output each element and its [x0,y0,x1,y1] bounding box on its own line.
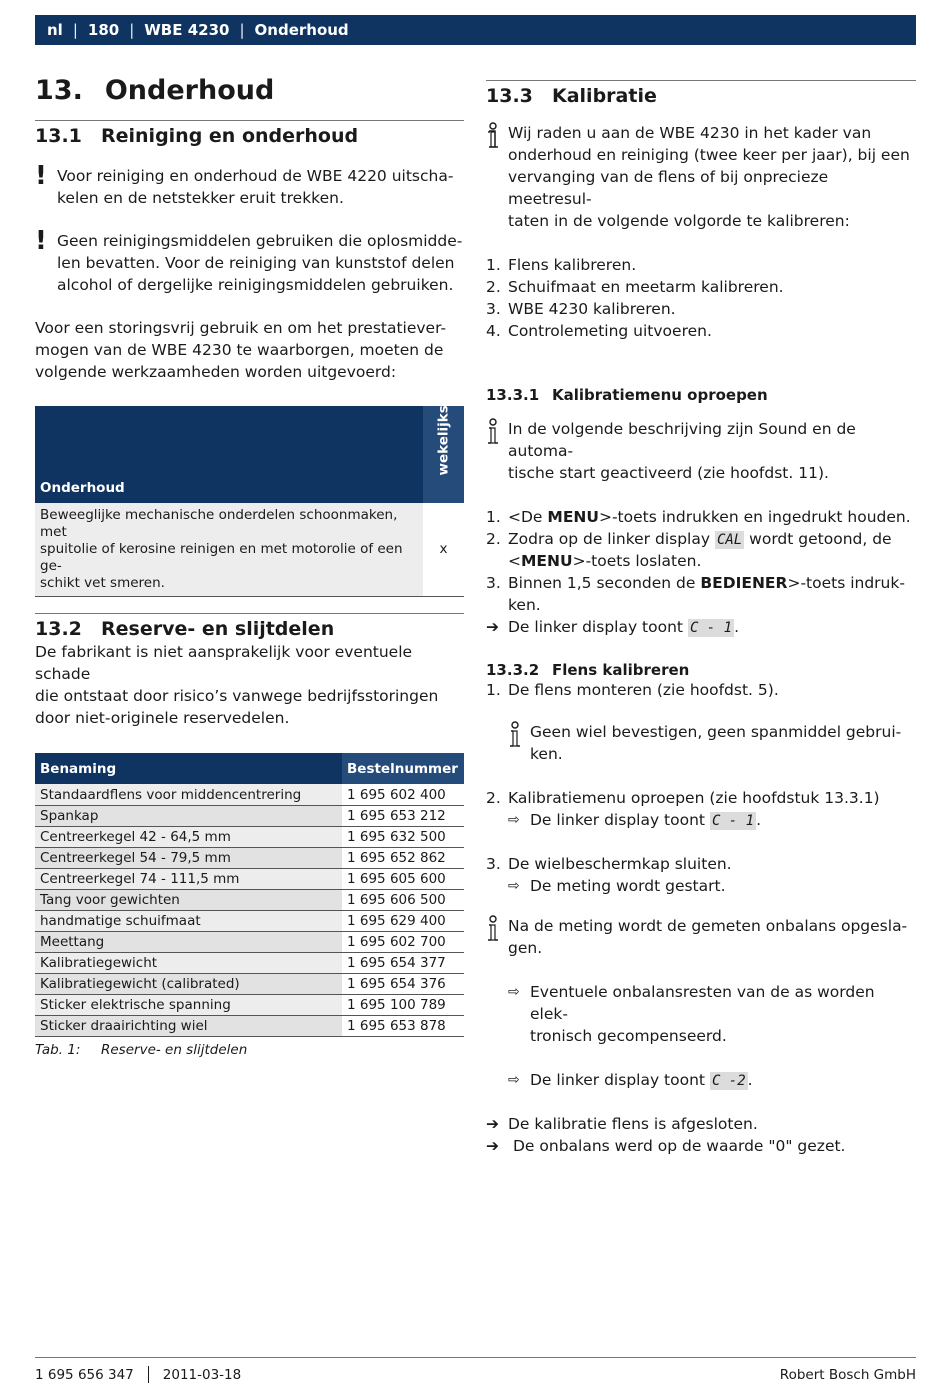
section-heading-13-3-2 [486,661,916,679]
info-note [486,915,916,959]
table-row [35,889,464,910]
step-text: < [508,551,521,570]
list-item [486,572,916,616]
header-product: WBE 4230 [144,21,230,39]
footer-separator [148,1366,149,1383]
result-text: De onbalans werd op de waarde "0" gezet. [513,1136,846,1155]
hollow-arrow-icon: ⇨ [508,983,520,1000]
list-item [486,679,916,701]
sub-text: De linker display toont [530,810,710,829]
result-arrow-icon: ➔ [486,617,499,636]
step-text: Binnen 1,5 seconden de [508,573,701,592]
part-name: Tang voor gewichten [35,889,342,910]
sub-text: De meting wordt gestart. [530,876,726,895]
section-number: 13.3.1 [486,385,540,404]
part-name: Spankap [35,805,342,826]
step-number: 3. [486,299,501,318]
part-number: 1 695 605 600 [342,868,464,889]
part-number: 1 695 652 862 [342,847,464,868]
table-cell: x [423,503,464,597]
table-row [35,952,464,973]
table-row [35,784,464,805]
section-heading-13-1 [35,125,464,148]
part-number: 1 695 606 500 [342,889,464,910]
header-language: nl [47,21,63,39]
info-text: vervanging van de flens of bij onprecieze meetresul- [508,167,829,208]
step-text: >-toets indrukken en ingedrukt houden. [598,507,911,526]
info-text: Na de meting wordt de gemeten onbalans opgesla- [508,916,908,935]
divider [35,120,464,121]
part-name: Standaardflens voor middencentrering [35,784,342,805]
divider [486,80,916,81]
rotated-header-text: wekelijks [435,405,452,476]
table-row [35,868,464,889]
step-text: Kalibratiemenu oproepen (zie hoofdstuk 13.3.1) [508,788,880,807]
paragraph-line: mogen van de WBE 4230 te waarborgen, moeten de [35,341,444,360]
list-item [486,298,916,320]
maintenance-table [35,406,464,597]
table-header: Bestelnummer [342,753,464,784]
table-row [35,847,464,868]
result-line [486,616,916,638]
table-row [35,1015,464,1036]
parts-table-body [35,784,464,1036]
step-text: De flens monteren (zie hoofdst. 5). [508,680,779,699]
hollow-arrow-icon: ⇨ [508,811,520,828]
info-note [486,418,916,484]
step-number: 2. [486,788,501,807]
part-number: 1 695 653 878 [342,1015,464,1036]
result-text: . [734,617,740,636]
info-icon [508,721,530,749]
step-number: 1. [486,680,501,699]
parts-intro-paragraph [35,641,464,729]
table-row [35,805,464,826]
table-row [35,994,464,1015]
part-name: Sticker elektrische spanning [35,994,342,1015]
info-icon [486,915,508,943]
part-number: 1 695 602 400 [342,784,464,805]
section-number: 13.3 [486,85,533,107]
info-icon [486,122,508,150]
part-number: 1 695 602 700 [342,931,464,952]
paragraph-line: volgende werkzaamheden worden uitgevoerd: [35,363,397,382]
result-arrow-icon: ➔ [486,1136,499,1155]
parts-table [35,753,464,1037]
part-number: 1 695 654 376 [342,973,464,994]
info-text: onderhoud en reiniging (twee keer per jaar), bij een [508,145,910,164]
part-name: Centreerkegel 74 - 111,5 mm [35,868,342,889]
key-name: BEDIENER [700,573,788,592]
step-number: 2. [486,529,501,548]
sub-text: tronisch gecompenseerd. [530,1026,727,1045]
divider [35,613,464,614]
hollow-arrow-icon: ⇨ [508,1071,520,1088]
step-text: <De [508,507,548,526]
info-text: Wij raden u aan de WBE 4230 in het kader van [508,123,872,142]
part-number: 1 695 100 789 [342,994,464,1015]
step-text: wordt getoond, de [744,529,892,548]
exclamation-icon: ! [35,161,47,192]
sub-text: . [747,1070,753,1089]
chapter-number: 13. [35,75,83,106]
result-arrow-icon: ➔ [486,1114,499,1133]
menu-steps [486,506,916,616]
cell-line: Beweeglijke mechanische onderdelen schoonmaken, met [40,507,398,541]
table-header: Onderhoud [35,406,423,503]
section-title: Reiniging en onderhoud [101,124,359,147]
info-icon [486,418,508,446]
part-number: 1 695 653 212 [342,805,464,826]
part-number: 1 695 654 377 [342,952,464,973]
table-header: Benaming [35,753,342,784]
sub-text: De linker display toont [530,1070,710,1089]
paragraph-line: door niet-originele reservedelen. [35,709,290,728]
warning-note [35,226,464,296]
step-number: 1. [486,255,501,274]
lcd-display-readout: C - 1 [711,812,755,829]
step-text: Flens kalibreren. [508,255,637,274]
cell-line: schikt vet smeren. [40,575,165,592]
step-text: >-toets loslaten. [572,551,702,570]
left-column [35,70,464,1058]
part-number: 1 695 629 400 [342,910,464,931]
caption-text: Reserve- en slijtdelen [101,1041,248,1058]
header-separator: | [72,21,78,39]
section-heading-13-3-1 [486,386,916,404]
step-text: ken. [508,595,541,614]
list-item [486,276,916,298]
caption-label: Tab. 1: [35,1041,81,1058]
step-text: De wielbeschermkap sluiten. [508,854,732,873]
section-number: 13.1 [35,124,82,147]
info-text: ken. [530,744,563,763]
calibration-steps [486,254,916,342]
key-name: MENU [547,507,599,526]
list-item [486,254,916,276]
info-note [486,721,916,765]
page-footer [35,1366,916,1383]
warning-text: Geen reinigingsmiddelen gebruiken die oplosmidde- [57,232,463,251]
part-name: Kalibratiegewicht [35,952,342,973]
info-text: In de volgende beschrijving zijn Sound en de automa- [508,419,856,460]
document-number: 1 695 656 347 [35,1366,134,1383]
flange-steps [486,853,916,875]
paragraph-line: De fabrikant is niet aansprakelijk voor eventuele schade [35,643,413,684]
result-text: De linker display toont [508,617,688,636]
table-row [35,910,464,931]
warning-text: alcohol of dergelijke reinigingsmiddelen gebruiken. [57,276,454,295]
page-header [35,15,916,45]
part-number: 1 695 632 500 [342,826,464,847]
section-heading-13-3 [486,85,916,108]
flange-steps [486,787,916,809]
warning-text: Voor reiniging en onderhoud de WBE 4220 uitscha- [57,167,454,186]
result-line [486,1113,916,1135]
part-name: handmatige schuifmaat [35,910,342,931]
sub-text: . [756,810,762,829]
result-line [486,1135,916,1157]
step-text: WBE 4230 kalibreren. [508,299,676,318]
section-title: Reserve- en slijtdelen [101,618,335,641]
document-date: 2011-03-18 [162,1366,242,1383]
list-item [486,528,916,572]
sub-result [486,1069,916,1091]
step-number: 4. [486,321,501,340]
step-text: >-toets indruk- [787,573,905,592]
list-item [486,506,916,528]
footer-divider [35,1357,916,1358]
part-name: Centreerkegel 54 - 79,5 mm [35,847,342,868]
lcd-display-readout: C -2 [711,1072,746,1089]
sub-result [486,875,916,897]
exclamation-icon: ! [35,226,47,257]
header-page-number: 180 [87,21,120,39]
part-name: Centreerkegel 42 - 64,5 mm [35,826,342,847]
chapter-title-text: Onderhoud [104,75,275,106]
header-separator: | [129,21,135,39]
section-number: 13.2 [35,618,82,641]
table-row [35,931,464,952]
sub-text: Eventuele onbalansresten van de as worden elek- [530,982,875,1023]
section-heading-13-2 [35,618,464,641]
table-row [35,503,464,597]
sub-result [486,809,916,831]
info-text: taten in de volgende volgorde te kalibreren: [508,211,850,230]
step-text: Zodra op de linker display [508,529,715,548]
section-title: Kalibratie [552,85,657,107]
step-number: 1. [486,507,501,526]
table-header [423,406,464,503]
section-title: Kalibratiemenu oproepen [552,385,768,404]
paragraph-line: Voor een storingsvrij gebruik en om het prestatiever- [35,319,447,338]
chapter-title [35,70,464,106]
company-name: Robert Bosch GmbH [779,1366,916,1383]
step-number: 3. [486,573,501,592]
list-item [486,787,916,809]
key-name: MENU [521,551,573,570]
paragraph-line: die ontstaat door risico’s vanwege bedrijfsstoringen [35,687,439,706]
info-note [486,122,916,232]
list-item [486,320,916,342]
section-title: Flens kalibreren [552,660,690,679]
cell-line: spuitolie of kerosine reinigen en met motorolie of een ge- [40,541,403,575]
lcd-display-readout: CAL [716,531,743,548]
result-text: De kalibratie flens is afgesloten. [508,1114,758,1133]
info-text: gen. [508,938,543,957]
part-name: Kalibratiegewicht (calibrated) [35,973,342,994]
part-name: Sticker draairichting wiel [35,1015,342,1036]
step-number: 2. [486,277,501,296]
section-number: 13.3.2 [486,660,540,679]
table-caption [35,1042,464,1058]
info-text: tische start geactiveerd (zie hoofdst. 11). [508,463,829,482]
step-number: 3. [486,854,501,873]
right-column [486,80,916,1157]
lcd-display-readout: C - 1 [689,619,733,636]
part-name: Meettang [35,931,342,952]
sub-result [486,981,916,1047]
flange-steps [486,679,916,701]
warning-text: len bevatten. Voor de reiniging van kunststof delen [57,254,455,273]
table-row [35,826,464,847]
hollow-arrow-icon: ⇨ [508,877,520,894]
table-cell [35,503,423,597]
list-item [486,853,916,875]
warning-text: kelen en de netstekker eruit trekken. [57,189,344,208]
table-row [35,973,464,994]
header-separator: | [239,21,245,39]
intro-paragraph [35,317,464,383]
header-section: Onderhoud [254,21,349,39]
step-text: Controlemeting uitvoeren. [508,321,712,340]
warning-note [35,161,464,209]
step-text: Schuifmaat en meetarm kalibreren. [508,277,784,296]
info-text: Geen wiel bevestigen, geen spanmiddel gebrui- [530,722,902,741]
